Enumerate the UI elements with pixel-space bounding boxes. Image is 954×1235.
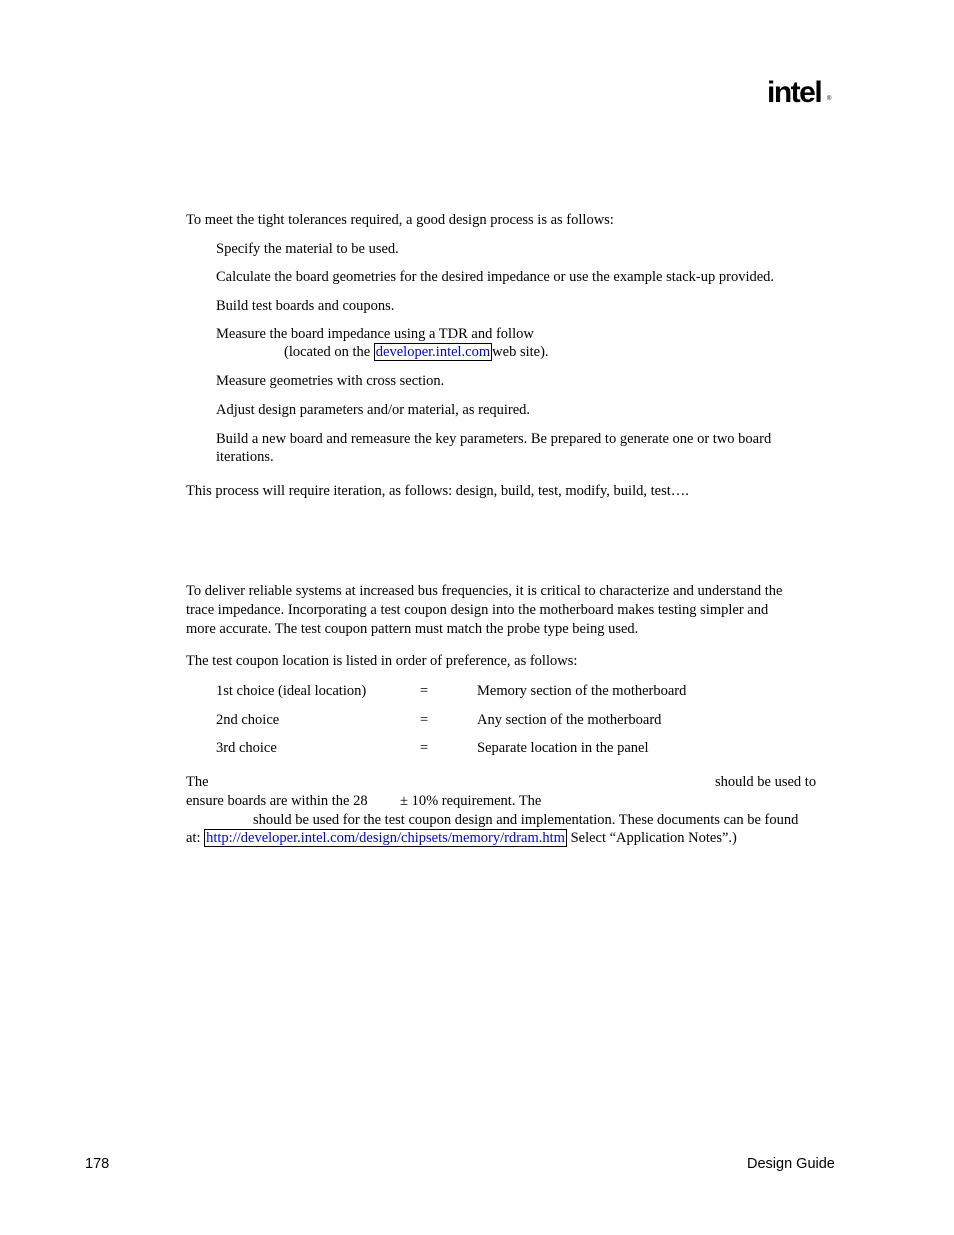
choice-location: Separate location in the panel — [477, 740, 649, 756]
paragraph-fragment: ± 10% requirement. The — [400, 793, 542, 809]
paragraph-fragment: ensure boards are within the 28 — [186, 793, 368, 809]
location-intro: The test coupon location is listed in order of preference, as follows: — [186, 653, 578, 669]
rdram-url-link[interactable]: http://developer.intel.com/design/chipsets/memory/rdram.htm — [206, 830, 565, 846]
choice-location: Any section of the motherboard — [477, 712, 662, 728]
list-item: Calculate the board geometries for the desired impedance or use the example stack-up provided. — [216, 269, 775, 285]
choice-label: 3rd choice — [216, 740, 277, 756]
paragraph-fragment: should be used for the test coupon design and implementation. These documents can be found — [253, 812, 799, 828]
list-item: Measure geometries with cross section. — [216, 373, 445, 389]
intel-logo — [767, 76, 837, 116]
paragraph-fragment: at: — [186, 830, 201, 846]
choice-location: Memory section of the motherboard — [477, 683, 687, 699]
list-item: Specify the material to be used. — [216, 241, 399, 257]
paragraph-line: trace impedance. Incorporating a test coupon design into the motherboard makes testing simpler and — [186, 602, 769, 618]
iteration-note: This process will require iteration, as follows: design, build, test, modify, build, test…. — [186, 483, 689, 499]
paragraph-fragment: should be used to — [715, 774, 817, 790]
list-item: Build test boards and coupons. — [216, 298, 395, 314]
paragraph-line: To deliver reliable systems at increased bus frequencies, it is critical to characterize and understand the — [186, 583, 783, 599]
list-item-text: (located on the — [284, 344, 371, 360]
list-item: Adjust design parameters and/or material, as required. — [216, 402, 531, 418]
list-item-text: web site). — [492, 344, 549, 360]
choice-equals: = — [420, 712, 429, 728]
paragraph-line — [186, 830, 737, 847]
paragraph-fragment: The — [186, 774, 209, 790]
list-item-continuation — [284, 344, 549, 361]
choice-label: 2nd choice — [216, 712, 280, 728]
developer-intel-link[interactable]: developer.intel.com — [375, 344, 491, 360]
logo-registered-mark: ® — [827, 96, 832, 102]
logo-wordmark: intel — [767, 76, 822, 109]
list-item: Measure the board impedance using a TDR and follow — [216, 326, 534, 342]
list-item: Build a new board and remeasure the key parameters. Be prepared to generate one or two board — [216, 431, 772, 447]
page-number: 178 — [85, 1156, 110, 1172]
choice-equals: = — [420, 740, 429, 756]
paragraph-line: more accurate. The test coupon pattern must match the probe type being used. — [186, 621, 639, 637]
choice-equals: = — [420, 683, 429, 699]
document-title: Design Guide — [747, 1156, 835, 1172]
list-item: iterations. — [216, 449, 274, 465]
choice-label: 1st choice (ideal location) — [216, 683, 367, 699]
design-process-intro: To meet the tight tolerances required, a good design process is as follows: — [186, 212, 614, 228]
paragraph-fragment: Select “Application Notes”.) — [570, 830, 737, 846]
